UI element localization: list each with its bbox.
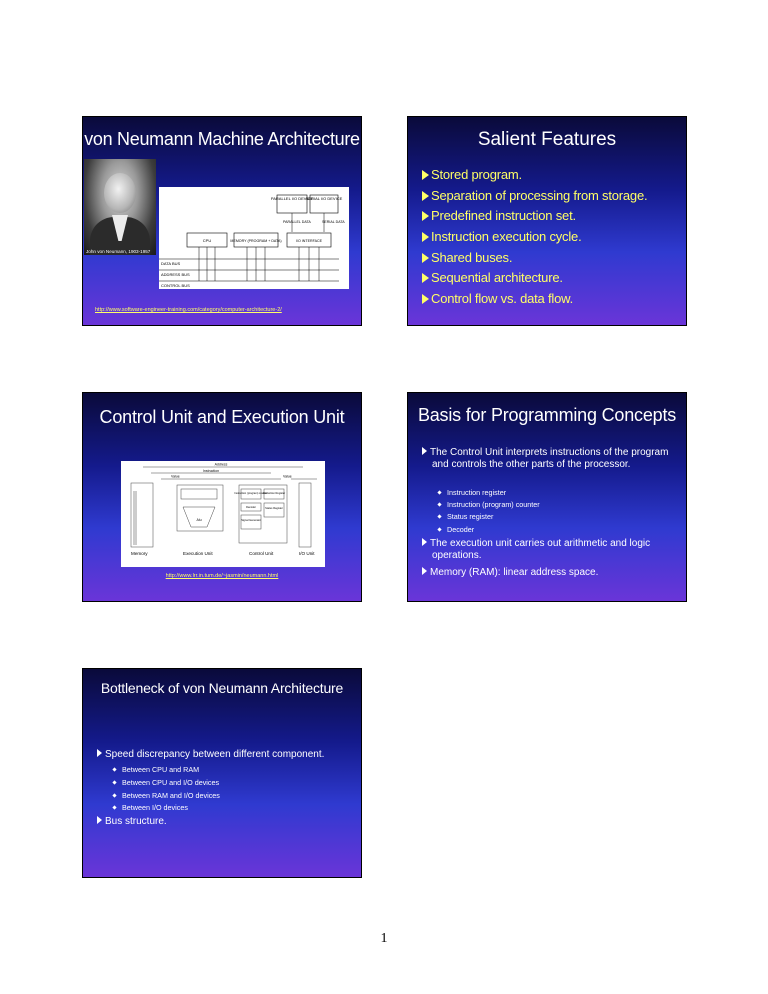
diagram-label: Execution Unit (183, 551, 213, 556)
slide-control-execution-unit (82, 392, 362, 602)
list-item: Predefined instruction set. (422, 208, 576, 223)
arrow-bullet-icon (422, 232, 429, 242)
list-item: Memory (RAM): linear address space. (422, 567, 598, 579)
diagram-box-label: SERIAL I/O DEVICE (305, 196, 343, 201)
diagram-label: ADDRESS BUS (161, 272, 190, 277)
slide-von-neumann-architecture (82, 116, 362, 326)
sub-list-item: Between CPU and RAM (113, 765, 199, 774)
diagram-label: Value (171, 474, 180, 479)
slide-title: Salient Features (477, 129, 617, 150)
diagram-label: Status Register (265, 507, 283, 510)
sub-list-item: Instruction (program) counter (438, 500, 540, 509)
slide-bottleneck (82, 668, 362, 878)
arrow-bullet-icon (422, 273, 429, 283)
diagram-box-label: CPU (202, 238, 212, 243)
arrow-bullet-icon (97, 816, 102, 824)
arrow-bullet-icon (422, 538, 427, 546)
list-item: Bus structure. (97, 816, 167, 828)
diagram-label: Signal Generator (241, 519, 261, 522)
diagram-label: I/O Unit (299, 551, 315, 556)
diagram-label: Instruction (program) counter (234, 492, 268, 495)
diagram-label: Address (214, 462, 228, 467)
arrow-bullet-icon (422, 253, 429, 263)
diagram-label: Instruction Register (262, 492, 286, 495)
arrow-bullet-icon (422, 567, 427, 575)
diagram-box-label: I/O INTERFACE (296, 239, 322, 243)
list-item: The execution unit carries out arithmetic and logic operations. (422, 538, 682, 561)
slide-basis-programming-concepts (407, 392, 687, 602)
arrow-bullet-icon (422, 170, 429, 180)
sub-list-item: Instruction register (438, 488, 506, 497)
diagram-label: CONTROL BUS (161, 283, 190, 288)
slide-title: Basis for Programming Concepts (417, 405, 677, 425)
sub-list-item: Status register (438, 512, 493, 521)
diagram-label: PARALLEL DATA (283, 220, 311, 224)
list-item: Stored program. (422, 167, 522, 182)
diagram-label: DATA BUS (161, 261, 181, 266)
diagram-label: Control Unit (249, 551, 274, 556)
slide-title: von Neumann Machine Architecture (84, 129, 360, 149)
slide-salient-features (407, 116, 687, 326)
slide-title: Control Unit and Execution Unit (99, 407, 345, 427)
arrow-bullet-icon (422, 191, 429, 201)
list-item: Separation of processing from storage. (422, 188, 647, 203)
diamond-bullet-icon (437, 502, 441, 506)
arrow-bullet-icon (422, 447, 427, 455)
source-link[interactable]: http://www.lrr.in.tum.de/~jasmin/neumann.html (165, 573, 279, 579)
control-execution-diagram (121, 461, 325, 567)
diamond-bullet-icon (112, 780, 116, 784)
sub-list-item: Between RAM and I/O devices (113, 791, 220, 800)
diagram-box-label: MEMORY (PROGRAM + DATA) (230, 239, 282, 243)
arrow-bullet-icon (97, 749, 102, 757)
diagram-label: Memory (131, 551, 148, 556)
architecture-diagram (159, 187, 349, 289)
diagram-label: Value (283, 474, 292, 479)
diamond-bullet-icon (112, 805, 116, 809)
von-neumann-portrait-image (84, 159, 156, 255)
arrow-bullet-icon (422, 294, 429, 304)
diamond-bullet-icon (437, 527, 441, 531)
arrow-bullet-icon (422, 211, 429, 221)
list-item: Control flow vs. data flow. (422, 291, 573, 306)
list-item: The Control Unit interprets instructions of the program and controls the other parts of the processor. (422, 447, 682, 470)
portrait-caption: John von Neumann, 1903-1957 (86, 249, 151, 254)
diagram-label: Decoder (246, 506, 256, 509)
diamond-bullet-icon (112, 767, 116, 771)
list-item: Speed discrepancy between different component. (97, 749, 324, 761)
source-link[interactable]: http://www.software-engineer-training.com/category/computer-architecture-2/ (95, 307, 282, 313)
list-item: Sequential architecture. (422, 270, 563, 285)
sub-list-item: Between CPU and I/O devices (113, 778, 219, 787)
diagram-box-label: PARALLEL I/O DEVICE (270, 196, 314, 201)
diamond-bullet-icon (112, 793, 116, 797)
diagram-label: Instruction (202, 469, 220, 473)
diagram-label: SERIAL DATA (322, 220, 345, 224)
diamond-bullet-icon (437, 490, 441, 494)
diamond-bullet-icon (437, 514, 441, 518)
page-number: 1 (380, 931, 388, 946)
sub-list-item: Decoder (438, 525, 474, 534)
list-item: Shared buses. (422, 250, 512, 265)
sub-list-item: Between I/O devices (113, 803, 188, 812)
list-item: Instruction execution cycle. (422, 229, 581, 244)
slide-title: Bottleneck of von Neumann Architecture (100, 680, 344, 696)
diagram-label: Alu (196, 518, 202, 522)
